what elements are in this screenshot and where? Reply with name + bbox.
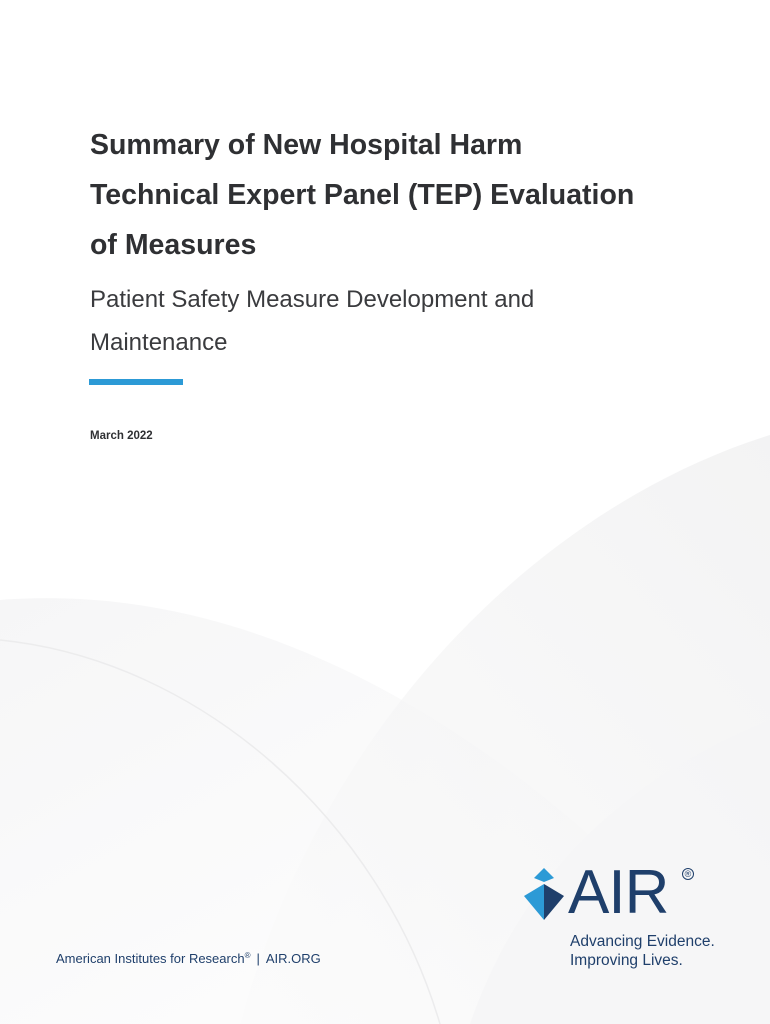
air-wordmark: AIR xyxy=(568,858,669,927)
tagline-line-1: Advancing Evidence. xyxy=(570,933,715,950)
document-subtitle xyxy=(90,278,710,364)
footer-website-link[interactable]: AIR.ORG xyxy=(265,951,321,966)
air-diamond-icon xyxy=(524,868,564,920)
footer-separator: | xyxy=(256,951,260,966)
title-line-2: Technical Expert Panel (TEP) Evaluation xyxy=(90,179,635,211)
footer-org-name: American Institutes for Research xyxy=(56,951,245,966)
subtitle-line-2: Maintenance xyxy=(90,329,228,356)
logo-registered-mark: ® xyxy=(682,868,694,880)
title-line-3: of Measures xyxy=(90,229,257,261)
logo-tagline xyxy=(570,932,715,970)
accent-rule xyxy=(89,379,183,385)
footer-organization xyxy=(56,951,321,966)
title-line-1: Summary of New Hospital Harm xyxy=(90,129,523,161)
footer-registered-mark: ® xyxy=(244,951,251,960)
publication-date: March 2022 xyxy=(90,430,153,442)
tagline-line-2: Improving Lives. xyxy=(570,952,683,969)
subtitle-line-1: Patient Safety Measure Development and xyxy=(90,286,535,313)
document-title xyxy=(90,120,710,270)
